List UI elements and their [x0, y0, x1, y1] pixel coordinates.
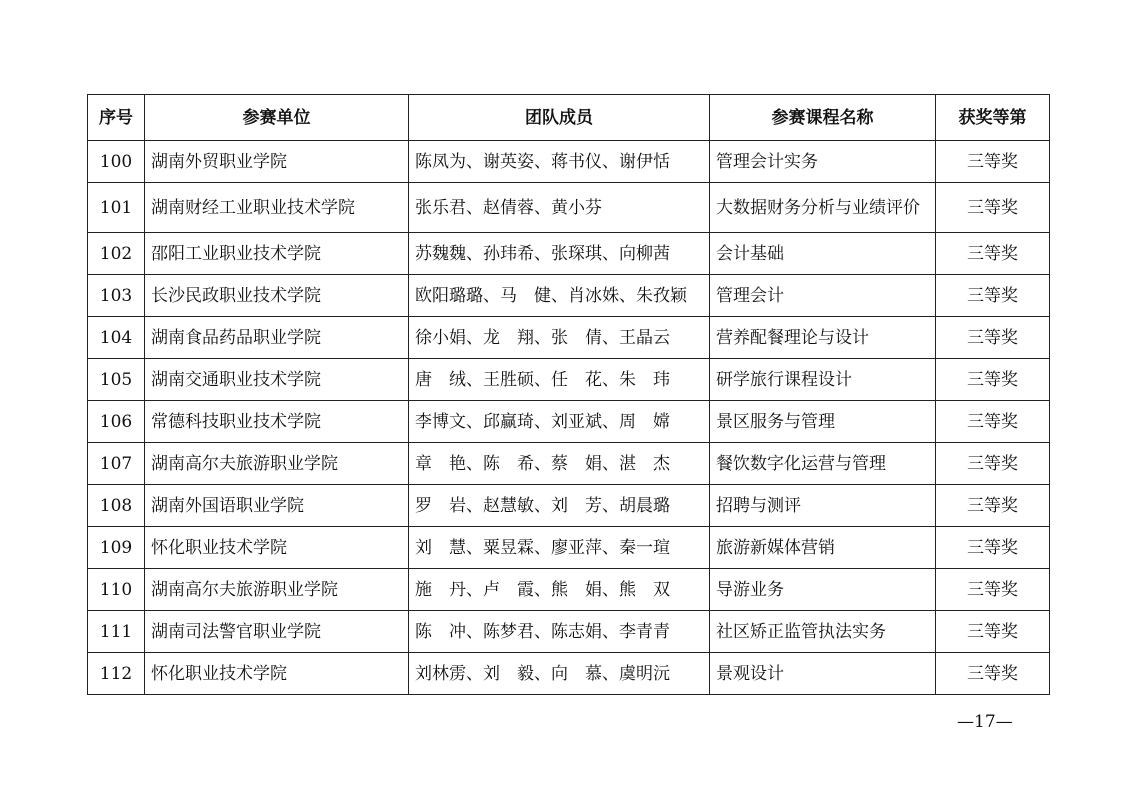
row-number: 112: [88, 653, 145, 695]
row-course: 研学旅行课程设计: [710, 359, 936, 401]
row-course: 导游业务: [710, 569, 936, 611]
row-number: 102: [88, 233, 145, 275]
table-row: [88, 443, 1050, 485]
table-row: [88, 233, 1050, 275]
row-course: 旅游新媒体营销: [710, 527, 936, 569]
row-unit: 邵阳工业职业技术学院: [145, 233, 409, 275]
row-members: 唐 绒、王胜硕、任 花、朱 玮: [409, 359, 710, 401]
table-row: [88, 401, 1050, 443]
row-members: 刘林雳、刘 毅、向 慕、虞明沅: [409, 653, 710, 695]
table-row: [88, 569, 1050, 611]
row-unit: 湖南交通职业技术学院: [145, 359, 409, 401]
row-members: 李博文、邱赢琦、刘亚斌、周 嫦: [409, 401, 710, 443]
row-members: 张乐君、赵倩蓉、黄小芬: [409, 183, 710, 233]
row-unit: 湖南高尔夫旅游职业学院: [145, 443, 409, 485]
row-members: 罗 岩、赵慧敏、刘 芳、胡晨璐: [409, 485, 710, 527]
row-members: 陈凤为、谢英姿、蒋书仪、谢伊恬: [409, 141, 710, 183]
row-course: 餐饮数字化运营与管理: [710, 443, 936, 485]
row-number: 103: [88, 275, 145, 317]
row-unit: 怀化职业技术学院: [145, 653, 409, 695]
row-course: 管理会计实务: [710, 141, 936, 183]
header-members: 团队成员: [409, 95, 710, 141]
row-award: 三等奖: [936, 569, 1050, 611]
row-course: 招聘与测评: [710, 485, 936, 527]
row-course: 大数据财务分析与业绩评价: [710, 183, 936, 233]
table-header: [88, 95, 1050, 141]
row-number: 100: [88, 141, 145, 183]
row-course: 社区矫正监管执法实务: [710, 611, 936, 653]
row-award: 三等奖: [936, 141, 1050, 183]
row-unit: 湖南司法警官职业学院: [145, 611, 409, 653]
header-course: 参赛课程名称: [710, 95, 936, 141]
table-row: [88, 275, 1050, 317]
row-number: 101: [88, 183, 145, 233]
row-number: 109: [88, 527, 145, 569]
row-number: 111: [88, 611, 145, 653]
table-row: [88, 141, 1050, 183]
row-unit: 湖南高尔夫旅游职业学院: [145, 569, 409, 611]
row-award: 三等奖: [936, 401, 1050, 443]
row-number: 106: [88, 401, 145, 443]
row-number: 110: [88, 569, 145, 611]
award-table: [87, 94, 1050, 695]
row-number: 107: [88, 443, 145, 485]
row-members: 施 丹、卢 霞、熊 娟、熊 双: [409, 569, 710, 611]
header-row: [88, 95, 1050, 141]
row-unit: 长沙民政职业技术学院: [145, 275, 409, 317]
row-award: 三等奖: [936, 653, 1050, 695]
row-number: 108: [88, 485, 145, 527]
row-course: 景区服务与管理: [710, 401, 936, 443]
table-row: [88, 183, 1050, 233]
row-award: 三等奖: [936, 485, 1050, 527]
header-award: 获奖等第: [936, 95, 1050, 141]
row-members: 陈 冲、陈梦君、陈志娟、李青青: [409, 611, 710, 653]
row-members: 刘 慧、粟昱霖、廖亚萍、秦一瑄: [409, 527, 710, 569]
row-unit: 湖南外国语职业学院: [145, 485, 409, 527]
row-award: 三等奖: [936, 527, 1050, 569]
table-row: [88, 359, 1050, 401]
row-members: 苏魏魏、孙玮希、张琛琪、向柳茜: [409, 233, 710, 275]
row-course: 景观设计: [710, 653, 936, 695]
row-award: 三等奖: [936, 359, 1050, 401]
row-members: 欧阳璐璐、马 健、肖冰姝、朱孜颖: [409, 275, 710, 317]
row-course: 营养配餐理论与设计: [710, 317, 936, 359]
row-number: 104: [88, 317, 145, 359]
row-award: 三等奖: [936, 317, 1050, 359]
table-row: [88, 611, 1050, 653]
row-award: 三等奖: [936, 443, 1050, 485]
table-body: [88, 141, 1050, 695]
row-award: 三等奖: [936, 233, 1050, 275]
row-award: 三等奖: [936, 183, 1050, 233]
row-unit: 湖南外贸职业学院: [145, 141, 409, 183]
row-unit: 怀化职业技术学院: [145, 527, 409, 569]
row-unit: 湖南财经工业职业技术学院: [145, 183, 409, 233]
row-members: 章 艳、陈 希、蔡 娟、湛 杰: [409, 443, 710, 485]
row-members: 徐小娟、龙 翔、张 倩、王晶云: [409, 317, 710, 359]
row-number: 105: [88, 359, 145, 401]
table-row: [88, 485, 1050, 527]
header-num: 序号: [88, 95, 145, 141]
table-row: [88, 653, 1050, 695]
table-row: [88, 527, 1050, 569]
page-number: —17—: [957, 712, 1013, 732]
row-award: 三等奖: [936, 611, 1050, 653]
header-unit: 参赛单位: [145, 95, 409, 141]
row-unit: 湖南食品药品职业学院: [145, 317, 409, 359]
row-course: 会计基础: [710, 233, 936, 275]
row-unit: 常德科技职业技术学院: [145, 401, 409, 443]
row-course: 管理会计: [710, 275, 936, 317]
row-award: 三等奖: [936, 275, 1050, 317]
table-row: [88, 317, 1050, 359]
